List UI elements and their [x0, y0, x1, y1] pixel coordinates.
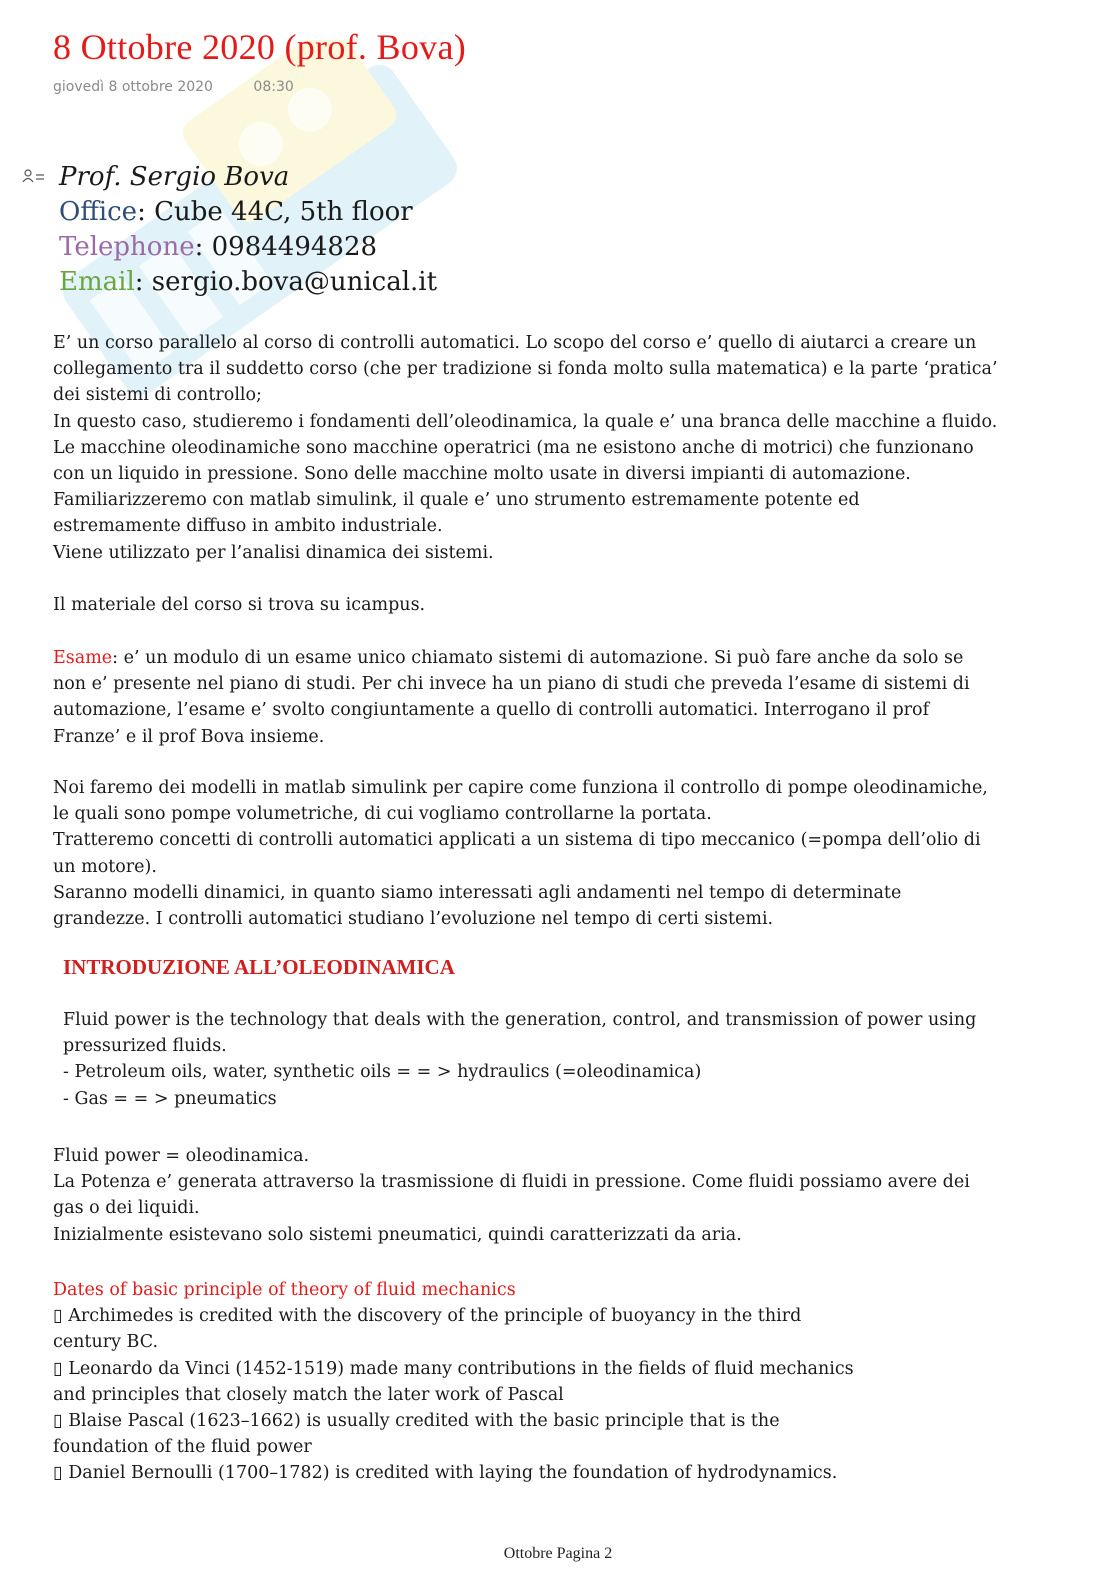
text-line: foundation of the fluid power	[53, 1437, 312, 1458]
text-line: La Potenza e’ generata attraverso la trasmissione di fluidi in pressione. Come fluidi possiamo avere dei	[53, 1172, 970, 1193]
text-line: ▯ Blaise Pascal (1623–1662) is usually credited with the basic principle that is the	[53, 1411, 780, 1432]
exam-paragraph	[53, 645, 1073, 750]
text-line: Saranno modelli dinamici, in quanto siamo interessati agli andamenti nel tempo di determinate	[53, 882, 902, 903]
material-note: Il materiale del corso si trova su icampus.	[53, 595, 426, 615]
office-value: : Cube 44C, 5th floor	[137, 197, 413, 227]
text-line: Tratteremo concetti di controlli automatici applicati a un sistema di tipo meccanico (=pompa dell’olio di	[53, 830, 981, 851]
page-meta	[53, 79, 294, 95]
office-line	[59, 195, 437, 230]
text-line: Le macchine oleodinamiche sono macchine operatrici (ma ne esistono anche di motrici) che funzionano	[53, 437, 974, 458]
text-line: Viene utilizzato per l’analisi dinamica dei sistemi.	[53, 542, 494, 563]
models-paragraph	[53, 775, 1073, 932]
text-line: estremamente diffuso in ambito industriale.	[53, 516, 443, 537]
text-line: ▯ Daniel Bernoulli (1700–1782) is credited with laying the foundation of hydrodynamics.	[53, 1463, 838, 1484]
page-footer: Ottobre Pagina 2	[503, 1545, 613, 1562]
text-line: le quali sono pompe volumetriche, di cui vogliamo controllarne la portata.	[53, 804, 712, 825]
history-paragraph	[53, 1277, 1073, 1487]
text-line: In questo caso, studieremo i fondamenti dell’oleodinamica, la quale e’ una branca delle macchine a fluido.	[53, 411, 998, 432]
section-title: INTRODUZIONE ALL’OLEODINAMICA	[63, 955, 455, 979]
exam-first-line	[53, 645, 1073, 671]
text-line: Inizialmente esistevano solo sistemi pneumatici, quindi caratterizzati da aria.	[53, 1224, 742, 1245]
text-line: gas o dei liquidi.	[53, 1198, 200, 1219]
fluid-power-paragraph	[63, 1007, 1063, 1112]
text-line: ▯ Archimedes is credited with the discovery of the principle of buoyancy in the third	[53, 1306, 802, 1327]
professor-name: Prof. Sergio Bova	[59, 162, 290, 192]
text-line: Noi faremo dei modelli in matlab simulink per capire come funziona il controllo di pompe oleodinamiche,	[53, 778, 988, 798]
text-line: collegamento tra il suddetto corso (che per tradizione si fonda molto sulla matematica) e la parte ‘pratica’	[53, 359, 998, 380]
email-line	[59, 265, 437, 300]
telephone-label: Telephone	[59, 232, 195, 262]
text-line: Familiarizzeremo con matlab simulink, il quale e’ uno strumento estremamente potente ed	[53, 490, 860, 511]
text-line: century BC.	[53, 1332, 159, 1353]
exam-label: Esame	[53, 648, 113, 668]
email-value: : sergio.bova@unical.it	[134, 267, 438, 297]
text-line: grandezze. I controlli automatici studiano l’evoluzione nel tempo di certi sistemi.	[53, 909, 774, 930]
office-label: Office	[59, 197, 138, 227]
text-line: Franze’ e il prof Bova insieme.	[53, 726, 325, 747]
telephone-value: : 0984494828	[194, 232, 378, 262]
text-line: un motore).	[53, 856, 157, 877]
text-line: Fluid power is the technology that deals with the generation, control, and transmission of power using	[63, 1010, 977, 1030]
person-list-icon	[22, 169, 46, 185]
definition-paragraph	[53, 1143, 1073, 1248]
text-line: - Gas = = > pneumatics	[63, 1088, 277, 1109]
text-line: automazione, l’esame e’ svolto congiuntamente a quello di controlli automatici. Interrogano il prof	[53, 700, 930, 721]
page-time: 08:30	[253, 79, 294, 95]
history-heading: Dates of basic principle of theory of fluid mechanics	[53, 1280, 516, 1300]
text-line: - Petroleum oils, water, synthetic oils = = > hydraulics (=oleodinamica)	[63, 1062, 702, 1083]
text-line: con un liquido in pressione. Sono delle macchine molto usate in diversi impianti di automazione.	[53, 464, 911, 485]
text-line: pressurized fluids.	[63, 1036, 227, 1057]
page-date: giovedì 8 ottobre 2020	[53, 79, 213, 95]
text-line: Fluid power = oleodinamica.	[53, 1146, 310, 1166]
intro-paragraph	[53, 330, 1073, 566]
telephone-line	[59, 230, 437, 265]
exam-first-line-text: : e’ un modulo di un esame unico chiamato sistemi di automazione. Si può fare anche da solo se	[112, 648, 964, 668]
email-label: Email	[59, 267, 135, 297]
text-line: ▯ Leonardo da Vinci (1452-1519) made many contributions in the fields of fluid mechanics	[53, 1358, 854, 1379]
text-line: non e’ presente nel piano di studi. Per chi invece ha un piano di studi che preveda l’esame di sistemi di	[53, 674, 970, 695]
text-line: dei sistemi di controllo;	[53, 385, 262, 406]
text-line: and principles that closely match the later work of Pascal	[53, 1384, 564, 1405]
page-title: 8 Ottobre 2020 (prof. Bova)	[53, 27, 467, 67]
text-line: E’ un corso parallelo al corso di controlli automatici. Lo scopo del corso e’ quello di aiutarci a creare un	[53, 333, 977, 353]
